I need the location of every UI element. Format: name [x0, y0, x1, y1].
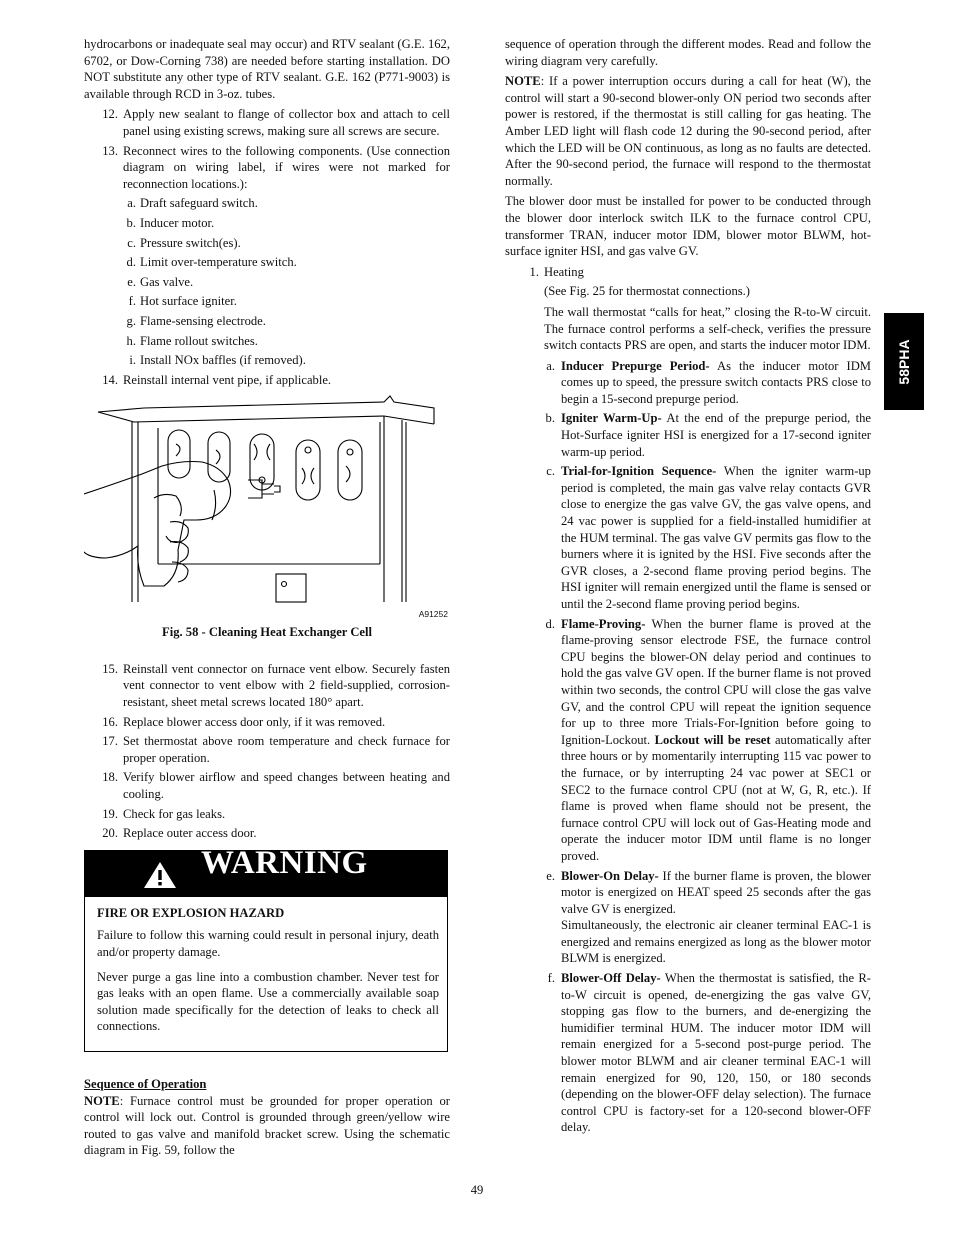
heat-exchanger-figure [84, 394, 450, 622]
page-number: 49 [470, 1183, 484, 1197]
step-title: Flame-Proving- [561, 616, 646, 631]
heating-steps-list [505, 358, 871, 1136]
step-title: Trial-for-Ignition Sequence- [561, 464, 717, 479]
right-column [505, 36, 871, 1139]
list-text: Hot surface igniter. [140, 294, 237, 309]
step-extra: Simultaneously, the electronic air cleaner terminal EAC-1 is energized and remains energized as long as the blower motor BLWM is energized. [561, 918, 871, 966]
list-text: Install NOx baffles (if removed). [140, 353, 306, 368]
step-text: Reinstall vent connector on furnace vent elbow. Securely fasten vent connector to vent elbow with 2 field-supplied, corrosion-resistant, sheet metal screws located 180° apart. [123, 661, 450, 710]
step-emphasis: Lockout will be reset [654, 732, 771, 747]
heating-step [505, 410, 871, 460]
step-text: Set thermostat above room temperature and check furnace for proper operation. [123, 734, 450, 765]
step-title: Igniter Warm-Up- [561, 411, 662, 426]
heating-description: The wall thermostat “calls for heat,” closing the R-to-W circuit. The furnace control performs a self-check, verifies the pressure switch contacts PRS are open, and starts the inducer motor IDM. [544, 304, 871, 353]
step-text: When the igniter warm-up period is completed, the main gas valve relay contacts GVR close to energize the gas valve GV, the gas valve opens, and 24 vac power is supplied for a field-installed humidifier at the HUM terminal. The gas valve GV permits gas flow to the burners where it is ignited by the HSI. Five seconds after the GVR closes, a 2-second flame proving period begins. The HSI igniter will remain energized until the flame is sensed or until the 2-second flame proving period begins. [561, 464, 871, 611]
heating-step [505, 616, 871, 865]
step-item [84, 661, 450, 711]
power-interruption-note: NOTE: If a power interruption occurs during a call for heat (W), the control will start a 90-second blower-only ON period two seconds after power is restored, if the thermostat is still calling for gas heating. The Amber LED light will flash code 12 during the 90-second period, after which the LED will be ON continuous, as long as no faults are detected. After the 90-second period, the furnace will respond to the thermostat normally. [505, 74, 871, 188]
step-number: 18. [102, 770, 118, 785]
step-item [84, 714, 450, 731]
list-item [84, 274, 450, 291]
step-text: Replace blower access door only, if it was removed. [123, 714, 386, 729]
warning-triangle-icon [143, 861, 177, 889]
intro-paragraph: hydrocarbons or inadequate seal may occur) and RTV sealant (G.E. 162, 6702, or Dow-Corning 738) are needed before starting installation. DO NOT substitute any other type of RTV sealant. G.E. 162 (P771-9003) is available through RCD in 3-oz. tubes. [84, 37, 450, 101]
step-text: When the thermostat is satisfied, the R-to-W circuit is opened, de-energizing the gas valve GV, stopping gas flow to the burners, and de-energizing the humidifier terminal HUM. The inducer motor IDM will remain energized for a 5-second post-purge period. The blower motor BLWM and air cleaner terminal EAC-1 will remain energized for 90, 120, 150, or 180 seconds (depending on the blower-OFF delay selection). The furnace control CPU is factory-set for a 120-second blower-OFF delay. [561, 971, 871, 1135]
blower-door-paragraph: The blower door must be installed for power to be conducted through the blower door interlock switch ILK to the furnace control CPU, transformer TRAN, inducer motor IDM, blower motor BLWM, hot-surface igniter HSI, and gas valve GV. [505, 194, 871, 259]
step-number: 15. [102, 661, 118, 676]
step-letter: b. [545, 411, 555, 426]
heating-step [505, 358, 871, 408]
list-item [84, 333, 450, 350]
list-item [84, 215, 450, 232]
step-number: 20. [102, 826, 118, 841]
step-text: Check for gas leaks. [123, 806, 226, 821]
step-letter: e. [546, 868, 555, 883]
step-text: Replace outer access door. [123, 826, 257, 841]
step-letter: a. [546, 358, 555, 373]
list-item [84, 235, 450, 252]
list-item [84, 293, 450, 310]
list-text: Inducer motor. [140, 215, 215, 230]
step-title: Blower-Off Delay- [561, 971, 661, 986]
figure-caption: Fig. 58 - Cleaning Heat Exchanger Cell [162, 625, 372, 640]
step-text: Verify blower airflow and speed changes between heating and cooling. [123, 770, 450, 802]
step-text: When the burner flame is proved at the flame-proving sensor electrode FSE, the furnace control CPU begins the blower-ON delay period and continues to hold the gas valve GV open. If the burner flame is not proved within two seconds, the control CPU will close the gas valve GV, and the control CPU will repeat the ignition sequence for up to three more Trials-For-Ignition before going to Ignition-Lockout. [561, 616, 871, 747]
step-letter: d. [545, 616, 555, 631]
step-12: 12. Apply new sealant to flange of collector box and attach to cell panel using existing screws, making sure all screws are secure. [102, 107, 450, 138]
section-heading: Sequence of Operation [84, 1076, 207, 1091]
step-text: As the inducer motor IDM comes up to speed, the pressure switch contacts PRS close to begin a 15-second prepurge period. [561, 358, 872, 406]
warning-header [85, 844, 447, 897]
step-title: Inducer Prepurge Period- [561, 358, 710, 373]
heating-step [505, 463, 871, 612]
step-item [84, 733, 450, 766]
hazard-title: FIRE OR EXPLOSION HAZARD [97, 905, 285, 920]
left-column [84, 36, 450, 1163]
list-letter: d. [126, 255, 136, 270]
list-letter: f. [128, 294, 136, 309]
final-steps-list [84, 661, 450, 842]
reconnect-wires-list [84, 195, 450, 368]
list-text: Flame rollout switches. [140, 333, 258, 348]
step-letter: f. [547, 971, 555, 986]
step-text: At the end of the prepurge period, the Hot-Surface igniter HSI is energized for a 17-second igniter warm-up period. [561, 411, 872, 459]
list-text: Limit over-temperature switch. [140, 255, 297, 270]
list-text: Pressure switch(es). [140, 235, 241, 250]
list-text: Flame-sensing electrode. [140, 313, 266, 328]
list-letter: h. [126, 333, 136, 348]
sequence-intro: sequence of operation through the different modes. Read and follow the wiring diagram very carefully. [505, 37, 871, 68]
step-14: 14. Reinstall internal vent pipe, if applicable. [102, 372, 332, 387]
step-item [84, 769, 450, 802]
heating-section: 1. Heating [529, 264, 584, 279]
step-title: Blower-On Delay- [561, 868, 659, 883]
list-item [84, 195, 450, 212]
step-item [84, 825, 450, 842]
list-letter: c. [127, 235, 136, 250]
step-text-continued: automatically after three hours or by momentarily interrupting 115 vac power to the furnace, or by interrupting 24 vac power at SEC1 or SEC2 to the furnace control CPU (not at W, G, R, etc.). If flame is proved when flame should not be present, the furnace control CPU will lock out of Gas-Heating mode and operate the inducer motor IDM until flame is no longer proved. [561, 732, 871, 863]
list-item [84, 352, 450, 369]
step-letter: c. [546, 464, 555, 479]
step-number: 19. [102, 806, 118, 821]
drill-illustration [84, 394, 450, 622]
warning-body [85, 897, 447, 1051]
warning-title: WARNING [201, 844, 368, 881]
list-letter: a. [127, 196, 136, 211]
list-letter: e. [127, 274, 136, 289]
heating-step [505, 868, 871, 968]
heating-step [505, 970, 871, 1136]
list-item [84, 254, 450, 271]
step-item [84, 806, 450, 823]
step-text: If the burner flame is proven, the blower motor is energized on HEAT speed 25 seconds after the gas valve GV is energized. [561, 868, 871, 916]
grounding-note: NOTE: Furnace control must be grounded for proper operation or control will lock out. Control is grounded through green/yellow wire routed to gas valve and manifold bracket screw. Using the schematic diagram in Fig. 59, follow the [84, 1093, 450, 1158]
model-label: 58PHA [896, 338, 912, 385]
model-side-tab [884, 313, 924, 410]
list-text: Gas valve. [140, 274, 194, 289]
warning-text-1: Failure to follow this warning could result in personal injury, death and/or property damage. [97, 928, 439, 959]
list-letter: g. [126, 313, 136, 328]
list-letter: b. [126, 215, 136, 230]
warning-text-2: Never purge a gas line into a combustion chamber. Never test for gas leaks with an open flame. Use a commercially available soap solution made specifically for the detection of leaks to check all connections. [97, 969, 439, 1034]
step-13: 13. Reconnect wires to the following components. (Use connection diagram on wiring label, if wires were not marked for reconnection locations.): [102, 143, 450, 191]
warning-box [84, 844, 448, 1052]
step-number: 16. [102, 714, 118, 729]
heating-reference: (See Fig. 25 for thermostat connections.) [544, 284, 751, 299]
step-number: 17. [102, 734, 118, 749]
figure-id: A91252 [418, 608, 448, 619]
list-letter: i. [129, 353, 136, 368]
list-item [84, 313, 450, 330]
list-text: Draft safeguard switch. [140, 196, 258, 211]
